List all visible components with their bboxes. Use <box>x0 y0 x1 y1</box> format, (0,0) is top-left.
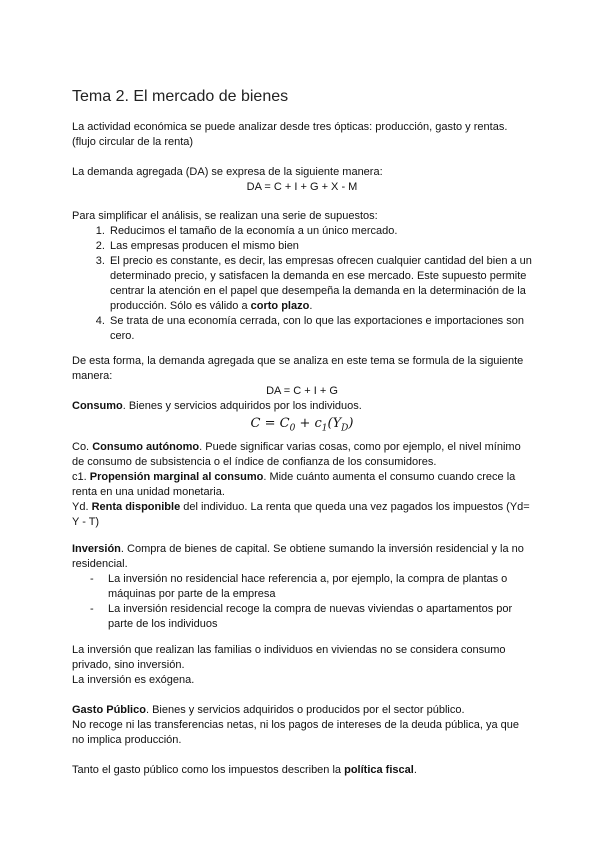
c1-label: Propensión marginal al consumo <box>89 470 264 483</box>
co-prefix: Co. <box>72 440 93 453</box>
yd-definition <box>72 500 532 530</box>
list-item <box>108 254 532 314</box>
politica-end: . <box>413 764 417 776</box>
co-definition <box>72 440 532 470</box>
c1-definition <box>72 470 532 500</box>
formula-c0-sub: 0 <box>289 423 296 434</box>
formula-y: (Y <box>327 416 342 431</box>
supuestos-intro: Para simplificar el análisis, se realizan una serie de supuestos: <box>72 210 378 222</box>
list-item-text: La inversión residencial recoge la compra de nuevas viviendas o apartamentos por parte de los individuos <box>108 603 513 630</box>
yd-prefix: Yd. <box>72 500 92 513</box>
list-item-end: . <box>309 300 313 312</box>
list-item-text: La inversión no residencial hace referencia a, por ejemplo, la compra de plantas o máquinas por parte de la empresa <box>108 573 508 600</box>
politica-line <box>72 763 532 778</box>
formula-eq: = <box>260 416 280 431</box>
inversion-label: Inversión <box>72 543 121 555</box>
forma-formula: DA = C + I + G <box>266 385 338 397</box>
forma-paragraph <box>72 354 532 399</box>
list-item <box>90 572 532 602</box>
formula-c1-sub: 1 <box>321 423 328 434</box>
formula-close: ) <box>348 416 354 431</box>
da-text: La demanda agregada (DA) se expresa de la siguiente manera: <box>72 166 383 178</box>
forma-text: De esta forma, la demanda agregada que se analiza en este tema se formula de la siguiente manera: <box>72 355 524 382</box>
consumo-definition <box>72 399 532 414</box>
inversion-section <box>72 542 532 632</box>
dash-bullet-icon: - <box>90 573 94 585</box>
inversion-list <box>72 572 532 632</box>
da-formula: DA = C + I + G + X - M <box>246 181 358 193</box>
gasto-note: No recoge ni las transferencias netas, ni los pagos de intereses de la deuda pública, ya que no implica producción. <box>72 719 520 746</box>
supuestos-list <box>72 224 532 344</box>
dash-bullet-icon: - <box>90 603 94 615</box>
inversion-text: . Compra de bienes de capital. Se obtiene sumando la inversión residencial y la no residencial. <box>72 543 524 570</box>
co-label: Consumo autónomo <box>92 440 200 453</box>
page-title: Tema 2. El mercado de bienes <box>72 88 289 105</box>
inversion-notes <box>72 643 532 688</box>
c1-prefix: c1. <box>72 470 90 483</box>
supuestos-section <box>72 209 532 344</box>
inversion-definition <box>72 542 532 572</box>
da-paragraph <box>72 165 532 195</box>
formula-plus: + <box>295 416 315 431</box>
politica-paragraph <box>72 763 532 778</box>
gasto-definition <box>72 703 532 718</box>
yd-text: del individuo. La renta que queda una vez pagados los impuestos (Yd= Y - T) <box>72 500 530 528</box>
consumo-formula <box>72 416 532 437</box>
corto-plazo-bold: corto plazo <box>250 300 310 312</box>
intro-paragraph <box>72 120 532 150</box>
formula-y-sub: D <box>341 423 349 434</box>
list-item: 1. Reducimos el tamaño de la economía a un único mercado. <box>108 224 532 239</box>
intro-line: La actividad económica se puede analizar desde tres ópticas: producción, gasto y rentas. <box>72 121 508 133</box>
list-item: 2. Las empresas producen el mismo bien <box>108 239 532 254</box>
formula-c0: C <box>279 416 290 431</box>
consumo-text: . Bienes y servicios adquiridos por los individuos. <box>122 400 362 412</box>
consumo-section <box>72 399 532 530</box>
co-text: . Puede significar varias cosas, como por ejemplo, el nivel mínimo de consumo de subsistencia o el índice de confianza de los consumidores. <box>72 440 521 468</box>
formula-c1: c <box>314 416 322 431</box>
gasto-section <box>72 703 532 748</box>
list-item <box>90 602 532 632</box>
c1-text: . Mide cuánto aumenta el consumo cuando crece la renta en una unidad monetaria. <box>72 470 516 498</box>
gasto-text: . Bienes y servicios adquiridos o producidos por el sector público. <box>145 704 465 716</box>
consumo-label: Consumo <box>72 400 123 412</box>
inversion-note: La inversión que realizan las familias o individuos en viviendas no se considera consumo privado, sino inversión. <box>72 644 506 671</box>
list-item: 4. Se trata de una economía cerrada, con lo que las exportaciones e importaciones son cero. <box>108 314 532 344</box>
list-item-text: El precio es constante, es decir, las empresas ofrecen cualquier cantidad del bien a un determinado precio, y satisfacen la demanda en ese mercado. Este supuesto permite centrar la atención en el papel que desempeña la demanda en la determinación de la producción. Sólo es válido a <box>110 255 532 312</box>
inversion-exogena: La inversión es exógena. <box>72 674 195 686</box>
formula-c: C <box>250 416 261 431</box>
yd-label: Renta disponible <box>91 500 181 513</box>
politica-fiscal-bold: política fiscal <box>344 764 414 776</box>
gasto-label: Gasto Público <box>72 704 146 716</box>
politica-text: Tanto el gasto público como los impuestos describen la <box>72 764 345 776</box>
intro-note: (flujo circular de la renta) <box>72 136 194 148</box>
